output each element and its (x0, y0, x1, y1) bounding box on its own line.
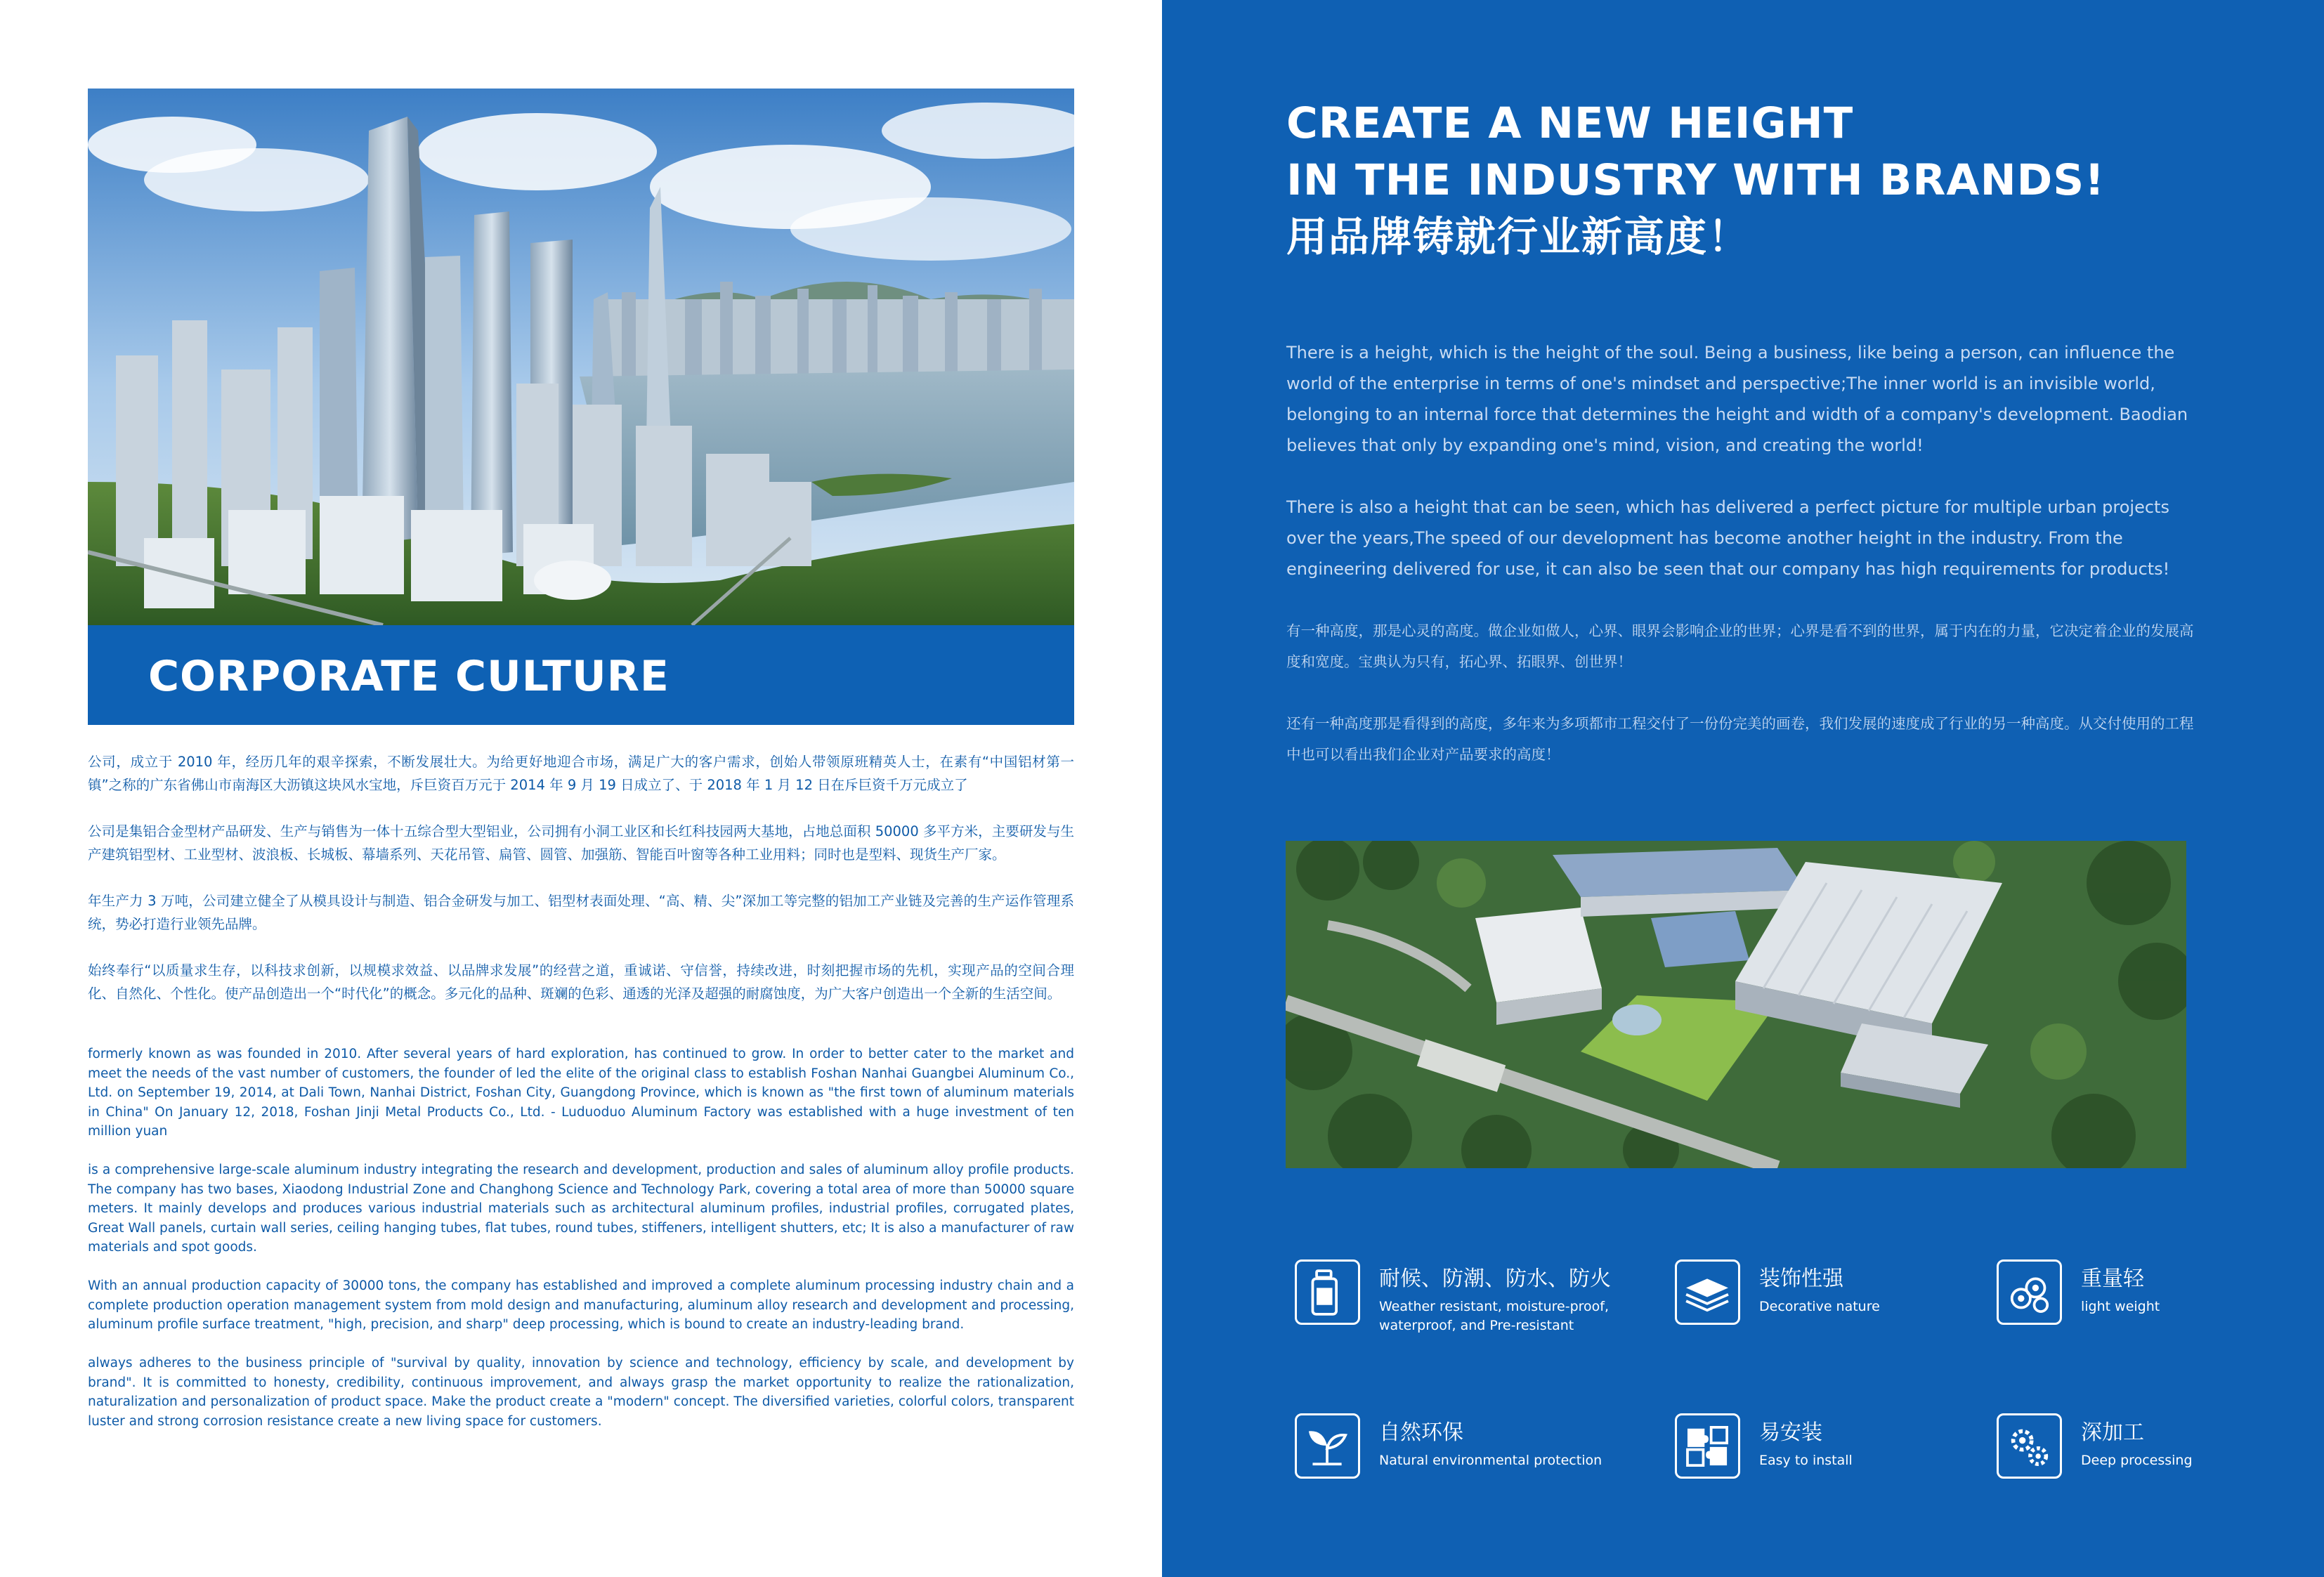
corporate-culture-title: CORPORATE CULTURE (148, 652, 670, 701)
feature-subtitle: Weather resistant, moisture-proof, waterproof, and Pre-resistant (1379, 1299, 1610, 1333)
feature-title: 重量轻 (2081, 1267, 2144, 1291)
feature-deep-processing (1997, 1413, 2324, 1498)
feature-title: 装饰性强 (1759, 1267, 1843, 1291)
chinese-paragraph: 公司，成立于 2010 年，经历几年的艰辛探索，不断发展壮大。为给更好地迎合市场，满足广大的客户需求，创始人带领原班精英人士，在素有“中国铝材第一镇”之称的广东省佛山市南海区大沥镇这块风水宝地，斥巨资百万元于 2014 年 9 月 19 日成立了、于 2018 年 1 月 12 日在斥巨资千万元成立了 (88, 754, 1074, 793)
chinese-paragraph: 公司是集铝合金型材产品研发、生产与销售为一体十五综合型大型铝业，公司拥有小洞工业区和长红科技园两大基地，占地总面积 50000 多平方米，主要研发与生产建筑铝型材、工业型材、波浪板、长城板、幕墙系列、天花吊管、扁管、圆管、加强筋、智能百叶窗等各种工业用料；同时也是型料、现货生产厂家。 (88, 823, 1074, 863)
feature-weather-resistant (1295, 1259, 1625, 1344)
feature-title: 深加工 (2081, 1420, 2144, 1445)
feature-subtitle: Easy to install (1759, 1453, 1853, 1468)
right-body-text (1286, 337, 2200, 801)
chinese-paragraph: 始终奉行“以质量求生存，以科技求创新，以规模求效益、以品牌求发展”的经营之道，重诚诺、守信誉，持续改进，时刻把握市场的先机，实现产品的空间合理化、自然化、个性化。使产品创造出一个“时代化”的概念。多元化的品种、斑斓的色彩、通透的光泽及超强的耐腐蚀度，为广大客户创造出一个全新的生活空间。 (88, 962, 1074, 1002)
english-company-intro (88, 1045, 1074, 1431)
feature-subtitle: light weight (2081, 1299, 2160, 1314)
english-paragraph: There is a height, which is the height of the soul. Being a business, like being a person, can influence the world of the enterprise in terms of one's mindset and perspective;The inner world is an invisible world, belonging to an internal force that determines the height and width of a company's development. Baodian believes that only by expanding one's mind, vision, and creating the world! (1286, 343, 2188, 455)
chinese-paragraph: 有一种高度，那是心灵的高度。做企业如做人，心界、眼界会影响企业的世界；心界是看不到的世界，属于内在的力量，它决定着企业的发展高度和宽度。宝典认为只有，拓心界、拓眼界、创世界！ (1286, 622, 2194, 670)
english-paragraph: is a comprehensive large-scale aluminum industry integrating the research and development, production and sales of aluminum alloy profile products. The company has two bases, Xiaodong Industrial Zone and Changhong Science and Technology Park, covering a total area of more than 50000 square meters. It mainly develops and produces various industrial materials such as architectural aluminum profiles, industrial profiles, corrugated plates, Great Wall panels, curtain wall series, ceiling hanging tubes, flat tubes, round tubes, stiffeners, intelligent shutters, etc; It is also a manufacturer of raw materials and spot goods. (88, 1163, 1074, 1255)
feature-title: 耐候、防潮、防水、防火 (1379, 1267, 1611, 1291)
english-paragraph: always adheres to the business principle of "survival by quality, innovation by science and technology, efficiency by scale, and development by brand". It is committed to honesty, credibility, continuous improvement, and always grasp the market opportunity to realize the rationalization, naturalization and personalization of product space. Make the product create a "modern" concept. The diversified varieties, colorful colors, transparent luster and strong corrosion resistance create a new living space for customers. (88, 1356, 1074, 1429)
layers-icon (1675, 1259, 1740, 1325)
chinese-paragraph: 年生产力 3 万吨，公司建立健全了从模具设计与制造、铝合金研发与加工、铝型材表面处理、“高、精、尖”深加工等完整的铝加工产业链及完善的生产运作管理系统，势必打造行业领先品牌。 (88, 893, 1074, 932)
feature-easy-install (1675, 1413, 2005, 1498)
english-paragraph: With an annual production capacity of 30000 tons, the company has established and improved a complete aluminum processing industry chain and a complete production operation management system from mold design and manufacturing, aluminum alloy research and development and processing, aluminum profile surface treatment, "high, precision, and sharp" deep processing, which is bound to create an industry-leading brand. (88, 1278, 1074, 1332)
feature-subtitle: Deep processing (2081, 1453, 2193, 1468)
feature-title: 自然环保 (1379, 1420, 1463, 1445)
feature-title: 易安装 (1759, 1420, 1822, 1445)
factory-aerial-photo (1286, 841, 2186, 1168)
chinese-company-intro (88, 750, 1074, 1005)
right-page (1162, 0, 2324, 1577)
gears-icon (1997, 1413, 2062, 1479)
feature-subtitle: Decorative nature (1759, 1299, 1880, 1314)
bottle-icon (1295, 1259, 1360, 1325)
feature-light-weight (1997, 1259, 2324, 1344)
feature-subtitle: Natural environmental protection (1379, 1453, 1602, 1468)
feature-eco-friendly (1295, 1413, 1625, 1498)
heading-english-line-2: IN THE INDUSTRY WITH BRANDS! (1286, 155, 2106, 205)
feature-decorative (1675, 1259, 2005, 1344)
city-skyline-photo (88, 89, 1074, 625)
brand-heading (1286, 95, 2105, 265)
puzzle-icon (1675, 1413, 1740, 1479)
english-paragraph: There is also a height that can be seen, which has delivered a perfect picture for multiple urban projects over the years,The speed of our development has become another height in the industry. From the engineering delivered for use, it can also be seen that our company has high requirements for products! (1286, 497, 2170, 579)
english-paragraph: formerly known as was founded in 2010. After several years of hard exploration, has continued to grow. In order to better cater to the market and meet the needs of the vast number of customers, the founder of led the elite of the original class to establish Foshan Nanhai Guangbei Aluminum Co., Ltd. on September 19, 2014, at Dali Town, Nanhai District, Foshan City, Guangdong Province, which is known as "the first town of aluminum materials in China" On January 12, 2018, Foshan Jinji Metal Products Co., Ltd. - Luduoduo Aluminum Factory was established with a huge investment of ten million yuan (88, 1047, 1074, 1139)
leaf-icon (1295, 1413, 1360, 1479)
chinese-paragraph: 还有一种高度那是看得到的高度，多年来为多项都市工程交付了一份份完美的画卷，我们发展的速度成了行业的另一种高度。从交付使用的工程中也可以看出我们企业对产品要求的高度！ (1286, 715, 2194, 763)
heading-chinese: 用品牌铸就行业新高度！ (1286, 213, 1751, 261)
corporate-culture-banner (88, 625, 1074, 725)
pipes-icon (1997, 1259, 2062, 1325)
left-body-text (88, 750, 1074, 1451)
heading-english-line-1: CREATE A NEW HEIGHT (1286, 98, 1854, 148)
